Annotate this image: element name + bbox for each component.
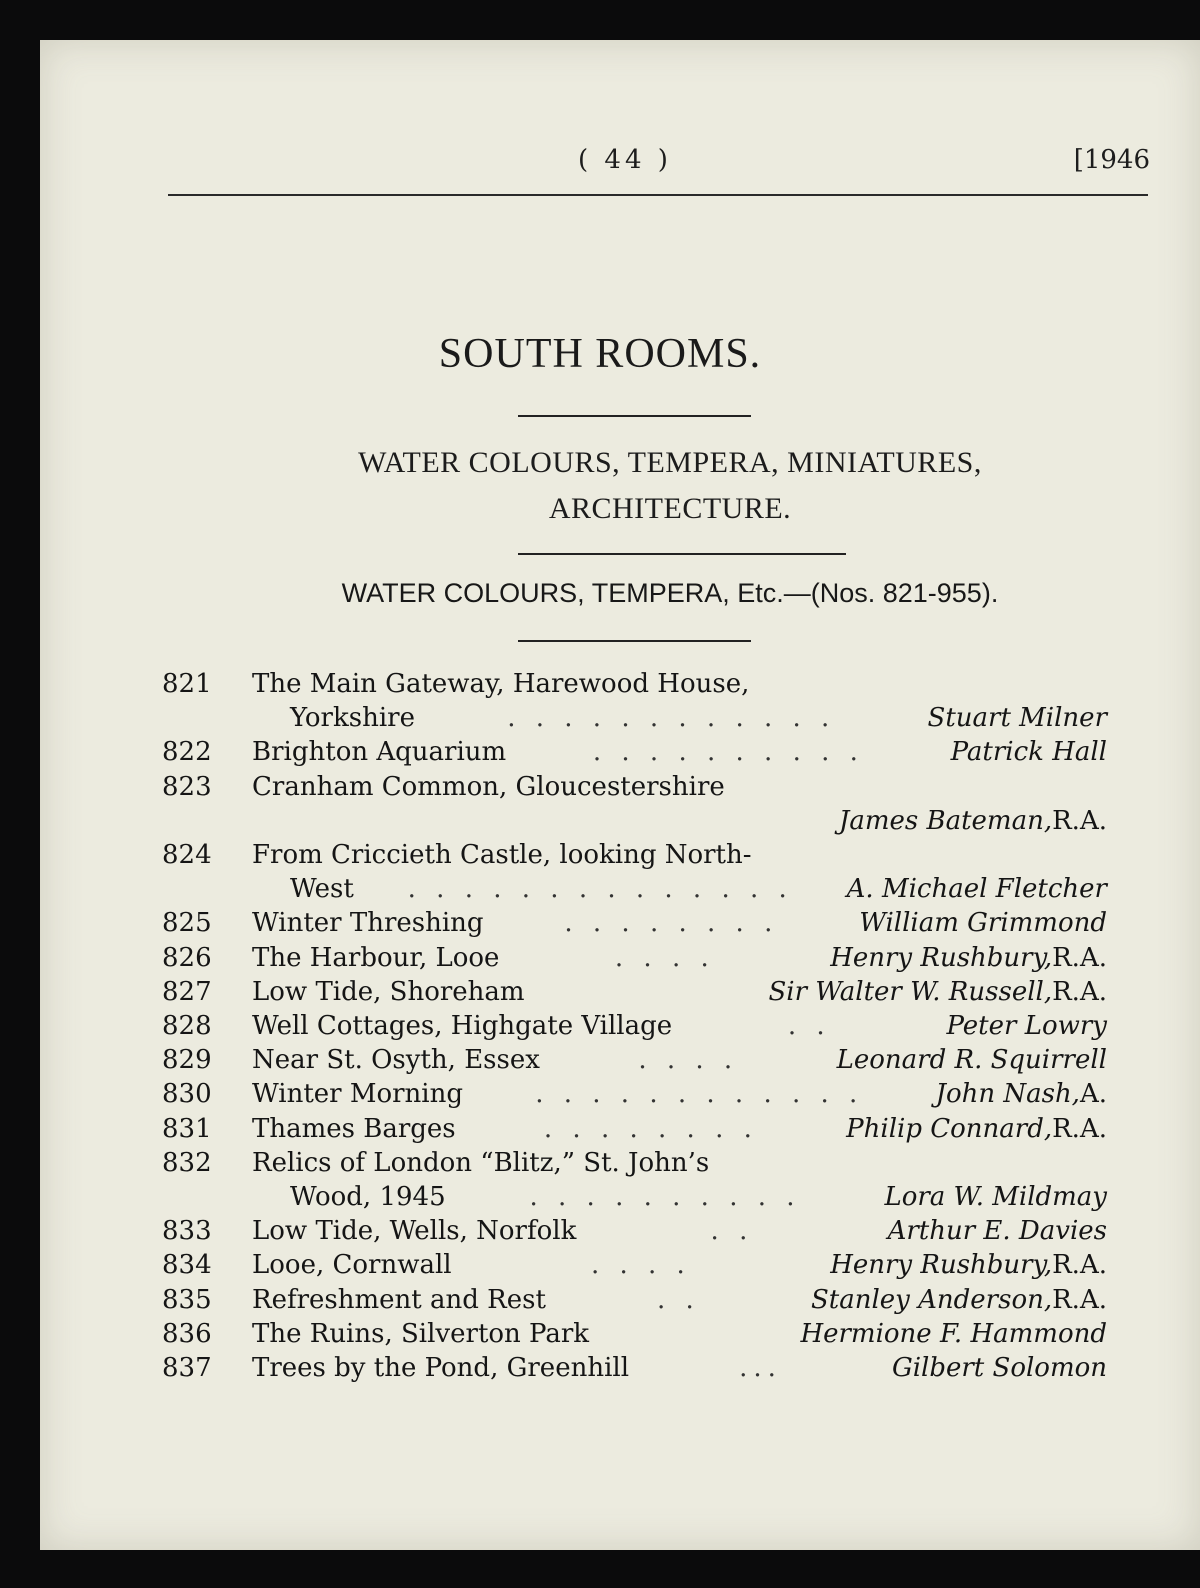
catalogue-entry bbox=[162, 1351, 1107, 1385]
dot-leader: . . . . bbox=[590, 1250, 691, 1281]
entry-title: Refreshment and Rest bbox=[252, 1284, 546, 1315]
catalogue-entry bbox=[162, 941, 1107, 975]
dot-leader: . . bbox=[787, 1011, 831, 1042]
entry-number: 824 bbox=[162, 840, 212, 871]
entry-artist: James Bateman, bbox=[838, 805, 1053, 836]
entry-honours: R.A. bbox=[1052, 1250, 1107, 1281]
entry-number: 827 bbox=[162, 976, 212, 1007]
section-heading: WATER COLOURS, TEMPERA, Etc.—(Nos. 821-955). bbox=[341, 578, 999, 608]
entry-title-continued: West bbox=[290, 874, 354, 905]
entry-title: Trees by the Pond, Greenhill bbox=[252, 1353, 630, 1384]
entry-title-continued: Yorkshire bbox=[290, 703, 415, 734]
dot-leader: . . bbox=[710, 1216, 754, 1247]
entry-number: 829 bbox=[162, 1045, 212, 1076]
catalogue-entry bbox=[162, 1146, 1107, 1214]
entry-number: 822 bbox=[162, 737, 212, 768]
dot-leader: . . . . . . . . . . bbox=[529, 1182, 801, 1213]
entry-title: The Ruins, Silverton Park bbox=[252, 1318, 590, 1349]
entry-title: Low Tide, Shoreham bbox=[252, 976, 525, 1007]
entry-artist: Lora W. Mildmay bbox=[884, 1182, 1107, 1213]
entry-title: Cranham Common, Gloucestershire bbox=[252, 771, 725, 802]
title-rule bbox=[518, 415, 751, 417]
dot-leader: ... bbox=[739, 1353, 782, 1384]
catalogue-entry bbox=[162, 1214, 1107, 1248]
entry-honours: R.A. bbox=[1052, 1284, 1107, 1315]
page-header bbox=[168, 145, 1150, 185]
entry-number: 832 bbox=[162, 1147, 212, 1178]
entry-number: 821 bbox=[162, 669, 212, 699]
catalogue-entry bbox=[162, 667, 1107, 735]
catalogue-entry bbox=[162, 770, 1107, 838]
catalogue-entry bbox=[162, 975, 1107, 1009]
page-number: ( 44 ) bbox=[578, 145, 672, 175]
entry-artist: Hermione F. Hammond bbox=[800, 1318, 1107, 1349]
entry-number: 835 bbox=[162, 1284, 212, 1315]
entry-artist: Stanley Anderson, bbox=[810, 1284, 1053, 1315]
entry-artist: Stuart Milner bbox=[927, 703, 1107, 734]
catalogue-entry bbox=[162, 1009, 1107, 1043]
dot-leader: . . . . bbox=[614, 942, 715, 973]
entry-number: 831 bbox=[162, 1113, 212, 1144]
year-label: [1946 bbox=[1073, 145, 1150, 175]
entry-artist: Arthur E. Davies bbox=[887, 1216, 1107, 1247]
section-rule bbox=[518, 640, 751, 642]
entry-title: From Criccieth Castle, looking North- bbox=[252, 840, 752, 871]
entry-artist: Patrick Hall bbox=[950, 737, 1107, 768]
subtitle bbox=[210, 440, 1130, 532]
dot-leader: . . . . . . . . . . bbox=[592, 737, 864, 768]
entry-artist: Henry Rushbury, bbox=[830, 1250, 1053, 1281]
catalogue-entry bbox=[162, 906, 1107, 940]
entry-title: Relics of London “Blitz,” St. John’s bbox=[252, 1147, 710, 1178]
entry-number: 836 bbox=[162, 1318, 212, 1349]
subtitle-line-1: WATER COLOURS, TEMPERA, MINIATURES, bbox=[358, 446, 982, 479]
entry-artist: John Nash, bbox=[935, 1079, 1080, 1110]
subtitle-rule bbox=[518, 553, 846, 555]
entry-artist: Gilbert Solomon bbox=[891, 1353, 1107, 1384]
catalogue-entry bbox=[162, 838, 1107, 906]
catalogue-entry bbox=[162, 735, 1107, 769]
header-rule bbox=[168, 194, 1148, 196]
dot-leader: . . . . bbox=[638, 1045, 739, 1076]
entry-honours: R.A. bbox=[1052, 942, 1107, 973]
entry-number: 837 bbox=[162, 1353, 212, 1384]
catalogue-entry bbox=[162, 1317, 1107, 1351]
dot-leader: . . . . . . . . . . . . bbox=[535, 1079, 864, 1110]
entry-number: 834 bbox=[162, 1250, 212, 1281]
catalogue-entry bbox=[162, 1077, 1107, 1111]
entry-artist: Leonard R. Squirrell bbox=[836, 1045, 1107, 1076]
entry-number: 823 bbox=[162, 771, 212, 802]
dot-leader: . . bbox=[657, 1284, 700, 1315]
entry-title: Thames Barges bbox=[252, 1113, 456, 1144]
entry-title: Winter Threshing bbox=[252, 908, 484, 939]
entry-title: Winter Morning bbox=[252, 1079, 464, 1110]
entry-title: Looe, Cornwall bbox=[252, 1250, 452, 1281]
entry-number: 830 bbox=[162, 1079, 212, 1110]
entry-honours: R.A. bbox=[1052, 805, 1107, 836]
entry-artist: Peter Lowry bbox=[946, 1011, 1107, 1042]
dot-leader: . . . . . . . . . . . . . . bbox=[407, 874, 793, 905]
catalogue-entry bbox=[162, 1283, 1107, 1317]
entry-artist: Henry Rushbury, bbox=[830, 942, 1053, 973]
entry-artist: William Grimmond bbox=[859, 908, 1107, 939]
entry-number: 833 bbox=[162, 1216, 212, 1247]
dot-leader: . . . . . . . . bbox=[564, 908, 779, 939]
entry-title: Near St. Osyth, Essex bbox=[252, 1045, 540, 1076]
entry-honours: A. bbox=[1079, 1079, 1107, 1110]
entry-title: The Main Gateway, Harewood House, bbox=[252, 669, 750, 699]
entry-number: 828 bbox=[162, 1011, 212, 1042]
entry-number: 825 bbox=[162, 908, 212, 939]
entry-honours: R.A. bbox=[1052, 1113, 1107, 1144]
entry-honours: R.A. bbox=[1052, 976, 1107, 1007]
entry-title-continued: Wood, 1945 bbox=[290, 1182, 446, 1213]
entry-title: Well Cottages, Highgate Village bbox=[252, 1011, 673, 1042]
page-title: SOUTH ROOMS. bbox=[438, 331, 762, 377]
subtitle-line-2: ARCHITECTURE. bbox=[548, 492, 792, 525]
entry-title: Brighton Aquarium bbox=[252, 737, 507, 768]
catalogue-entry bbox=[162, 1248, 1107, 1282]
dot-leader: . . . . . . . . . . . . bbox=[507, 703, 836, 734]
entry-title: The Harbour, Looe bbox=[252, 942, 500, 973]
entry-list bbox=[162, 667, 1107, 1385]
catalogue-entry bbox=[162, 1043, 1107, 1077]
entry-artist: Philip Connard, bbox=[846, 1113, 1053, 1144]
entry-number: 826 bbox=[162, 942, 212, 973]
catalogue-entry bbox=[162, 1112, 1107, 1146]
dot-leader: . . . . . . . . bbox=[543, 1113, 758, 1144]
entry-artist: Sir Walter W. Russell, bbox=[768, 976, 1053, 1007]
entry-artist: A. Michael Fletcher bbox=[846, 874, 1107, 905]
entry-title: Low Tide, Wells, Norfolk bbox=[252, 1216, 577, 1247]
